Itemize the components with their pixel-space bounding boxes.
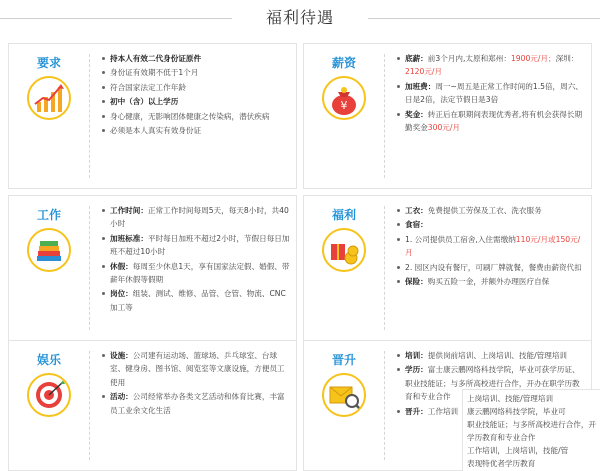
card-benefits [303, 195, 592, 341]
list-item: 设施：公司建有运动场、篮球场、乒乓球室、台球室、健身房、图书馆、阅览室等文康设施，方便员工使用 [101, 349, 291, 389]
overlay-line: 康云鹏网络科技学院，毕业可 [467, 407, 566, 416]
list-item: 学历：富士康云鹏网络科技学院，毕业可获学历证、职业技能证；与多所高校进行合作，开办在职学历教育和专业合作 [396, 363, 586, 403]
overlay-text-panel [462, 389, 600, 471]
list-item: 活动：公司经常举办各类文艺活动和体育比赛，丰富员工业余文化生活 [101, 390, 291, 417]
money-bag-icon [322, 76, 366, 120]
list-item: 2. 园区内设有餐厅，可刷厂牌就餐，餐费由薪资代扣 [396, 261, 586, 274]
overlay-line: 表现特优者学历教育 [467, 459, 536, 468]
overlay-line: 学历教育和专业合作 [467, 433, 536, 442]
overlay-line: 职业技能证；与多所高校进行合作，开 [467, 420, 597, 429]
list-item: 加班费：周一~周五是正常工作时间的1.5倍，周六、日是2倍，法定节假日是3倍 [396, 80, 586, 107]
overlay-line: 工作培训，上岗培训，技能/管 [467, 446, 569, 455]
list-item: 1. 公司提供员工宿舍,入住需缴纳110元/月或150元/月 [396, 233, 586, 260]
item-list [396, 204, 586, 289]
growth-chart-icon [27, 76, 71, 120]
svg-text:¥: ¥ [340, 99, 348, 112]
item-list [396, 52, 586, 135]
page-title: 福利待遇 [265, 8, 334, 27]
item-list [101, 349, 291, 418]
books-icon [27, 228, 71, 272]
gift-coins-icon [322, 228, 366, 272]
item-list [101, 204, 291, 315]
list-item: 初中（含）以上学历 [101, 95, 291, 108]
envelope-search-icon [322, 373, 366, 417]
card-requirements [8, 43, 297, 189]
card-label: 要求 [36, 56, 61, 70]
card-entertainment [8, 340, 297, 471]
list-item: 加班标准：平时每日加班不超过2小时，节假日每日加班不超过10小时 [101, 232, 291, 259]
divider [384, 206, 385, 330]
card-salary [303, 43, 592, 189]
list-item: 持本人有效二代身份证原件 [101, 52, 291, 65]
item-list [101, 52, 291, 138]
list-item: 工作时间：正常工作时间每周5天，每天8小时，共40小时 [101, 204, 291, 231]
list-item: 保险：购买五险一金，并额外办理医疗自保 [396, 275, 586, 288]
divider [89, 206, 90, 330]
list-item: 晋升：工作培训 [396, 405, 586, 418]
list-item: 底薪：前3个月内,太原和郑州：1900元/月；深圳：2120元/月 [396, 52, 586, 79]
list-item: 身份证有效期不低于1个月 [101, 66, 291, 79]
list-item: 岗位：组装、测试、维修、品管、仓管、物流、CNC加工等 [101, 287, 291, 314]
list-item: 符合国家法定工作年龄 [101, 81, 291, 94]
target-icon [27, 373, 71, 417]
list-item: 培训：提供岗前培训、上岗培训、技能/管理培训 [396, 349, 586, 362]
list-item: 工衣：免费提供工劳保及工衣、洗衣服务 [396, 204, 586, 217]
card-label: 福利 [331, 208, 356, 222]
card-label: 工作 [36, 208, 61, 222]
card-label: 娱乐 [36, 353, 61, 367]
list-item: 食宿： [396, 218, 586, 231]
list-item: 必须是本人真实有效身份证 [101, 124, 291, 137]
card-work [8, 195, 297, 341]
list-item: 休假：每周至少休息1天，享有国家法定假、婚假、带薪年休假等假期 [101, 260, 291, 287]
list-item: 身心健康，无影响团体健康之传染病，潜伏疾病 [101, 110, 291, 123]
card-label: 薪资 [331, 56, 356, 70]
divider [89, 351, 90, 460]
card-label: 晋升 [331, 353, 356, 367]
list-item: 奖金：转正后在职期间表现优秀者,将有机会获得长期勤奖金300元/月 [396, 108, 586, 135]
divider [384, 54, 385, 178]
divider [384, 351, 385, 460]
overlay-line: 上岗培训、技能/管理培训 [467, 394, 554, 403]
divider [89, 54, 90, 178]
